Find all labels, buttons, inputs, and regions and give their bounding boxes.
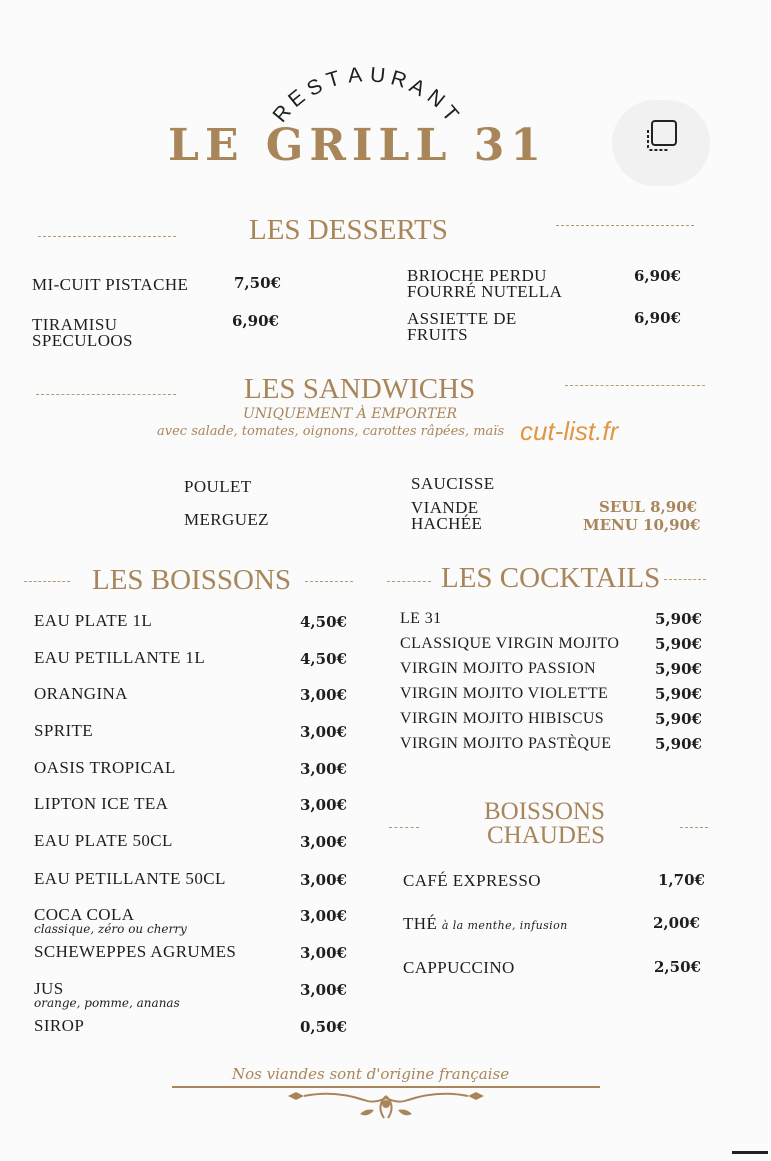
origin-text: Nos viandes sont d'origine française: [232, 1065, 510, 1083]
ornament-divider: [168, 1082, 604, 1124]
sandwich-price-seul: SEUL 8,90€: [599, 498, 698, 516]
arc-letter: A: [347, 62, 364, 88]
arc-letter: N: [422, 85, 450, 113]
boisson-price: 4,50€: [300, 650, 347, 668]
boisson-name: SPRITE: [34, 721, 94, 740]
dessert-price: 6,90€: [232, 312, 279, 330]
dessert-price: 6,90€: [634, 309, 681, 327]
chaudes-title-line1: BOISSONS: [484, 798, 605, 825]
chaude-name: THÉ à la menthe, infusion: [403, 914, 568, 933]
copy-icon: [612, 100, 710, 186]
boisson-name: EAU PLATE 50CL: [34, 831, 173, 850]
sandwich-item: VIANDE HACHÉE: [411, 498, 483, 533]
cocktails-divider-left: [387, 581, 431, 582]
cocktail-price: 5,90€: [655, 660, 702, 678]
arc-letter: R: [268, 100, 296, 128]
desserts-divider-left: [38, 236, 176, 237]
boisson-price: 3,00€: [300, 981, 347, 999]
boisson-price: 0,50€: [300, 1018, 347, 1036]
chaude-price: 2,00€: [653, 914, 700, 932]
boisson-name: OASIS TROPICAL: [34, 758, 176, 777]
boisson-note: classique, zéro ou cherry: [34, 922, 187, 936]
cocktail-name: VIRGIN MOJITO PASSION: [400, 660, 596, 677]
cocktails-divider-right: [664, 579, 706, 580]
boisson-name: SIROP: [34, 1016, 85, 1035]
sandwich-item: SAUCISSE: [411, 474, 495, 493]
cocktail-name: VIRGIN MOJITO VIOLETTE: [400, 685, 609, 702]
boisson-price: 4,50€: [300, 613, 347, 631]
sandwiches-divider-right: [565, 385, 705, 386]
dessert-name: TIRAMISU SPECULOOS: [32, 315, 133, 350]
dessert-name: BRIOCHE PERDU FOURRÉ NUTELLA: [407, 266, 563, 301]
sandwich-item: MERGUEZ: [184, 510, 269, 529]
arc-letter: S: [302, 73, 327, 101]
sandwiches-divider-left: [36, 394, 176, 395]
boisson-name: EAU PLATE 1L: [34, 611, 153, 630]
chaude-price: 1,70€: [658, 871, 705, 889]
boisson-price: 3,00€: [300, 833, 347, 851]
arc-letter: E: [283, 85, 310, 113]
cocktail-price: 5,90€: [655, 710, 702, 728]
cocktail-name: VIRGIN MOJITO HIBISCUS: [400, 710, 605, 727]
cocktail-name: CLASSIQUE VIRGIN MOJITO: [400, 635, 620, 652]
copy-button[interactable]: [612, 100, 710, 186]
boisson-name: COCA COLA classique, zéro ou cherry: [34, 905, 187, 936]
dessert-price: 6,90€: [634, 267, 681, 285]
arc-letter: R: [387, 65, 409, 93]
chaudes-title-line2: CHAUDES: [487, 822, 606, 849]
cocktails-title: LES COCKTAILS: [441, 562, 661, 594]
restaurant-name: LE GRILL 31: [168, 120, 547, 171]
chaude-note: à la menthe, infusion: [441, 919, 568, 932]
boisson-price: 3,00€: [300, 723, 347, 741]
cocktail-name: VIRGIN MOJITO PASTÈQUE: [400, 735, 612, 752]
boisson-name: LIPTON ICE TEA: [34, 794, 169, 813]
dessert-name: MI-CUIT PISTACHE: [32, 275, 189, 294]
boisson-price: 3,00€: [300, 871, 347, 889]
boisson-note: orange, pomme, ananas: [34, 996, 180, 1010]
boisson-price: 3,00€: [300, 686, 347, 704]
cocktail-price: 5,90€: [655, 735, 702, 753]
dessert-name: ASSIETTE DE FRUITS: [407, 309, 517, 344]
chaude-name: CAFÉ EXPRESSO: [403, 871, 541, 890]
watermark: cut-list.fr: [520, 416, 619, 446]
sandwiches-description: avec salade, tomates, oignons, carottes râpées, maïs: [157, 424, 505, 439]
chaude-name: CAPPUCCINO: [403, 958, 515, 977]
boisson-name: EAU PETILLANTE 50CL: [34, 869, 226, 888]
sandwich-price-menu: MENU 10,90€: [583, 516, 701, 534]
arc-letter: T: [437, 101, 463, 127]
chaudes-divider-right: [680, 827, 708, 828]
boisson-name: EAU PETILLANTE 1L: [34, 648, 206, 667]
sandwich-item: POULET: [184, 477, 252, 496]
boisson-price: 3,00€: [300, 796, 347, 814]
corner-mark: [732, 1151, 768, 1154]
chaude-price: 2,50€: [654, 958, 701, 976]
arc-letter: U: [368, 62, 386, 88]
boisson-name: ORANGINA: [34, 684, 128, 703]
arc-letter: A: [405, 73, 430, 101]
boissons-divider-right: [305, 581, 353, 582]
boisson-price: 3,00€: [300, 907, 347, 925]
dessert-price: 7,50€: [234, 274, 281, 292]
desserts-title: LES DESSERTS: [249, 214, 448, 246]
cocktail-price: 5,90€: [655, 610, 702, 628]
cocktail-price: 5,90€: [655, 685, 702, 703]
desserts-divider-right: [556, 225, 694, 226]
sandwiches-subtitle: UNIQUEMENT À EMPORTER: [243, 406, 458, 422]
boissons-divider-left: [24, 581, 70, 582]
cocktail-price: 5,90€: [655, 635, 702, 653]
boisson-price: 3,00€: [300, 944, 347, 962]
boisson-price: 3,00€: [300, 760, 347, 778]
boisson-name: JUS orange, pomme, ananas: [34, 979, 180, 1010]
chaudes-divider-left: [389, 827, 419, 828]
boisson-name: SCHEWEPPES AGRUMES: [34, 942, 237, 961]
arc-letter: T: [324, 66, 344, 92]
cocktail-name: LE 31: [400, 610, 442, 627]
boissons-title: LES BOISSONS: [92, 564, 292, 596]
sandwiches-title: LES SANDWICHS: [244, 373, 476, 405]
